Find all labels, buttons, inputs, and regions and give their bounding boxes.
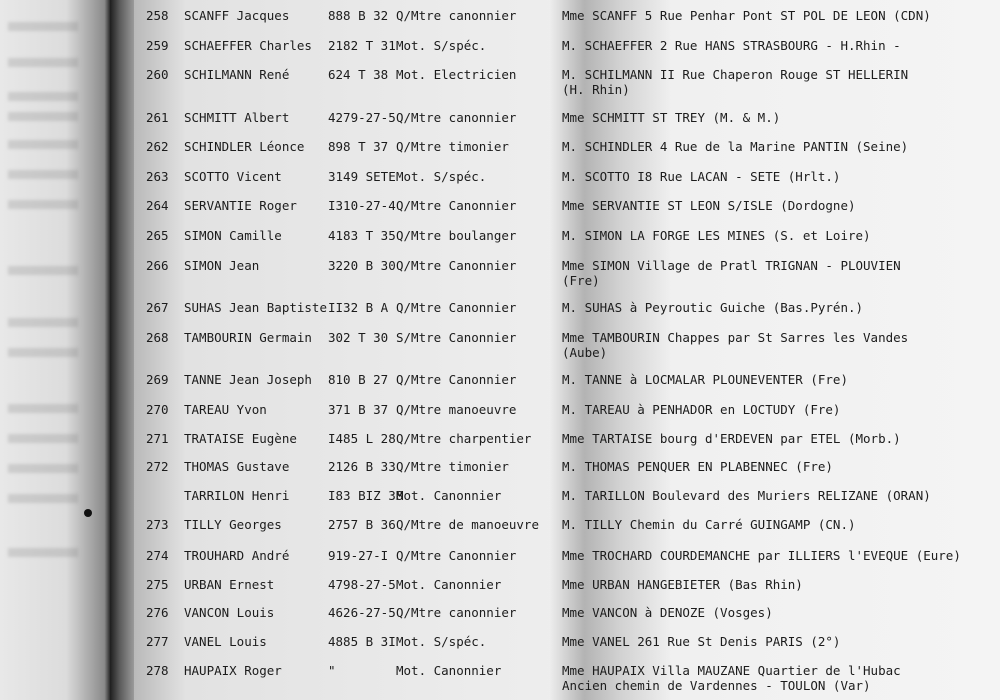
sailor-name: SCHILMANN René [184,67,290,82]
rank-specialty: S/Mtre Canonnier [396,330,517,345]
rank-specialty: Q/Mtre canonnier [396,8,517,23]
matricule-number: 2182 T 31 [328,38,396,53]
table-row [134,198,1000,232]
rank-specialty: Mot. Canonnier [396,577,502,592]
rank-specialty: Mot. S/spéc. [396,38,487,53]
table-row [134,228,1000,262]
table-row [134,8,1000,42]
next-of-kin-address: Mme VANEL 261 Rue St Denis PARIS (2°) [562,634,841,649]
rank-specialty: Q/Mtre charpentier [396,431,532,446]
table-row [134,372,1000,406]
table-row [134,67,1000,101]
sailor-name: TANNE Jean Joseph [184,372,312,387]
rank-specialty: Q/Mtre Canonnier [396,198,517,213]
record-number: 275 [146,577,169,592]
record-number: 273 [146,517,169,532]
matricule-number: 3220 B 30 [328,258,396,273]
next-of-kin-address: Mme SERVANTIE ST LEON S/ISLE (Dordogne) [562,198,856,213]
record-number: 272 [146,459,169,474]
rank-specialty: Mot. S/spéc. [396,634,487,649]
matricule-number: 919-27-I [328,548,389,563]
next-of-kin-address: M. SCHAEFFER 2 Rue HANS STRASBOURG - H.Rhin - [562,38,901,53]
matricule-number: 888 B 32 [328,8,389,23]
rank-specialty: Mot. Canonnier [396,663,502,678]
record-number: 261 [146,110,169,125]
next-of-kin-address: Mme SCHMITT ST TREY (M. & M.) [562,110,781,125]
rank-specialty: Q/Mtre de manoeuvre [396,517,539,532]
next-of-kin-address: M. TILLY Chemin du Carré GUINGAMP (CN.) [562,517,856,532]
rank-specialty: Mot. Canonnier [396,488,502,503]
register-page [134,0,1000,700]
record-number: 258 [146,8,169,23]
matricule-number: 3149 SETE [328,169,396,184]
sailor-name: SUHAS Jean Baptiste [184,300,327,315]
next-of-kin-address: M. TARILLON Boulevard des Muriers RELIZANE (ORAN) [562,488,931,503]
next-of-kin-address: M. TANNE à LOCMALAR PLOUNEVENTER (Fre) [562,372,848,387]
book-spine-shadow [110,0,134,700]
sailor-name: SERVANTIE Roger [184,198,297,213]
sailor-name: TRATAISE Eugène [184,431,297,446]
rank-specialty: Q/Mtre canonnier [396,110,517,125]
matricule-number: 4798-27-5 [328,577,396,592]
sailor-name: THOMAS Gustave [184,459,290,474]
record-number: 276 [146,605,169,620]
next-of-kin-address: Mme SIMON Village de Pratl TRIGNAN - PLOUVIEN (Fre) [562,258,901,288]
rank-specialty: Q/Mtre boulanger [396,228,517,243]
sailor-name: HAUPAIX Roger [184,663,282,678]
next-of-kin-address: Mme VANCON à DENOZE (Vosges) [562,605,773,620]
table-row [134,258,1000,292]
rank-specialty: Q/Mtre Canonnier [396,548,517,563]
rank-specialty: Q/Mtre manoeuvre [396,402,517,417]
next-of-kin-address: Mme URBAN HANGEBIETER (Bas Rhin) [562,577,803,592]
matricule-number: 4183 T 35 [328,228,396,243]
record-number: 260 [146,67,169,82]
next-of-kin-address: Mme TARTAISE bourg d'ERDEVEN par ETEL (Morb.) [562,431,901,446]
record-number: 270 [146,402,169,417]
table-row [134,300,1000,334]
next-of-kin-address: Mme TROCHARD COURDEMANCHE par ILLIERS l'EVEQUE (Eure) [562,548,961,563]
rank-specialty: Q/Mtre Canonnier [396,258,517,273]
next-of-kin-address: M. SCHINDLER 4 Rue de la Marine PANTIN (Seine) [562,139,909,154]
next-of-kin-address: M. TAREAU à PENHADOR en LOCTUDY (Fre) [562,402,841,417]
matricule-number: 371 B 37 [328,402,389,417]
table-row [134,517,1000,551]
table-row [134,139,1000,173]
rank-specialty: Q/Mtre timonier [396,139,509,154]
matricule-number: 302 T 30 [328,330,389,345]
matricule-number: 2757 B 36 [328,517,396,532]
rank-specialty: Q/Mtre canonnier [396,605,517,620]
next-of-kin-address: M. THOMAS PENQUER EN PLABENNEC (Fre) [562,459,833,474]
sailor-name: SIMON Jean [184,258,260,273]
matricule-number: II32 B A [328,300,389,315]
sailor-name: VANCON Louis [184,605,275,620]
record-number: 264 [146,198,169,213]
sailor-name: TROUHARD André [184,548,290,563]
rank-specialty: Q/Mtre Canonnier [396,372,517,387]
record-number: 267 [146,300,169,315]
record-number: 262 [146,139,169,154]
left-page-margin [0,0,110,700]
sailor-name: TAMBOURIN Germain [184,330,312,345]
sailor-name: TARRILON Henri [184,488,290,503]
record-number: 268 [146,330,169,345]
sailor-name: SCHAEFFER Charles [184,38,312,53]
record-number: 266 [146,258,169,273]
matricule-number: 4279-27-5 [328,110,396,125]
matricule-number: 4885 B 3I [328,634,396,649]
record-number: 271 [146,431,169,446]
table-row [134,663,1000,697]
table-row [134,330,1000,364]
record-number: 269 [146,372,169,387]
sailor-name: SCHINDLER Léonce [184,139,305,154]
sailor-name: SCANFF Jacques [184,8,290,23]
record-number: 278 [146,663,169,678]
matricule-number: 898 T 37 [328,139,389,154]
next-of-kin-address: M. SIMON LA FORGE LES MINES (S. et Loire) [562,228,871,243]
matricule-number: 810 B 27 [328,372,389,387]
next-of-kin-address: M. SCOTTO I8 Rue LACAN - SETE (Hrlt.) [562,169,841,184]
sailor-name: SCOTTO Vicent [184,169,282,184]
sailor-name: SIMON Camille [184,228,282,243]
matricule-number: 624 T 38 [328,67,389,82]
matricule-number: I310-27-4 [328,198,396,213]
sailor-name: TILLY Georges [184,517,282,532]
matricule-number: I83 BIZ 38 [328,488,404,503]
matricule-number: " [328,663,336,678]
next-of-kin-address: Mme SCANFF 5 Rue Penhar Pont ST POL DE LEON (CDN) [562,8,931,23]
matricule-number: I485 L 28 [328,431,396,446]
sailor-name: SCHMITT Albert [184,110,290,125]
next-of-kin-address: M. SUHAS à Peyroutic Guiche (Bas.Pyrén.) [562,300,864,315]
record-number: 259 [146,38,169,53]
record-number: 263 [146,169,169,184]
next-of-kin-address: Mme HAUPAIX Villa MAUZANE Quartier de l'Hubac Ancien chemin de Vardennes - TOULON (Var) [562,663,901,693]
sailor-name: TAREAU Yvon [184,402,267,417]
matricule-number: 4626-27-5 [328,605,396,620]
record-number: 277 [146,634,169,649]
rank-specialty: Q/Mtre Canonnier [396,300,517,315]
record-number: 274 [146,548,169,563]
next-of-kin-address: M. SCHILMANN II Rue Chaperon Rouge ST HELLERIN (H. Rhin) [562,67,909,97]
record-number: 265 [146,228,169,243]
ink-dot [84,509,92,517]
rank-specialty: Q/Mtre timonier [396,459,509,474]
rank-specialty: Mot. Electricien [396,67,517,82]
rank-specialty: Mot. S/spéc. [396,169,487,184]
matricule-number: 2126 B 33 [328,459,396,474]
sailor-name: VANEL Louis [184,634,267,649]
sailor-name: URBAN Ernest [184,577,275,592]
next-of-kin-address: Mme TAMBOURIN Chappes par St Sarres les Vandes (Aube) [562,330,909,360]
